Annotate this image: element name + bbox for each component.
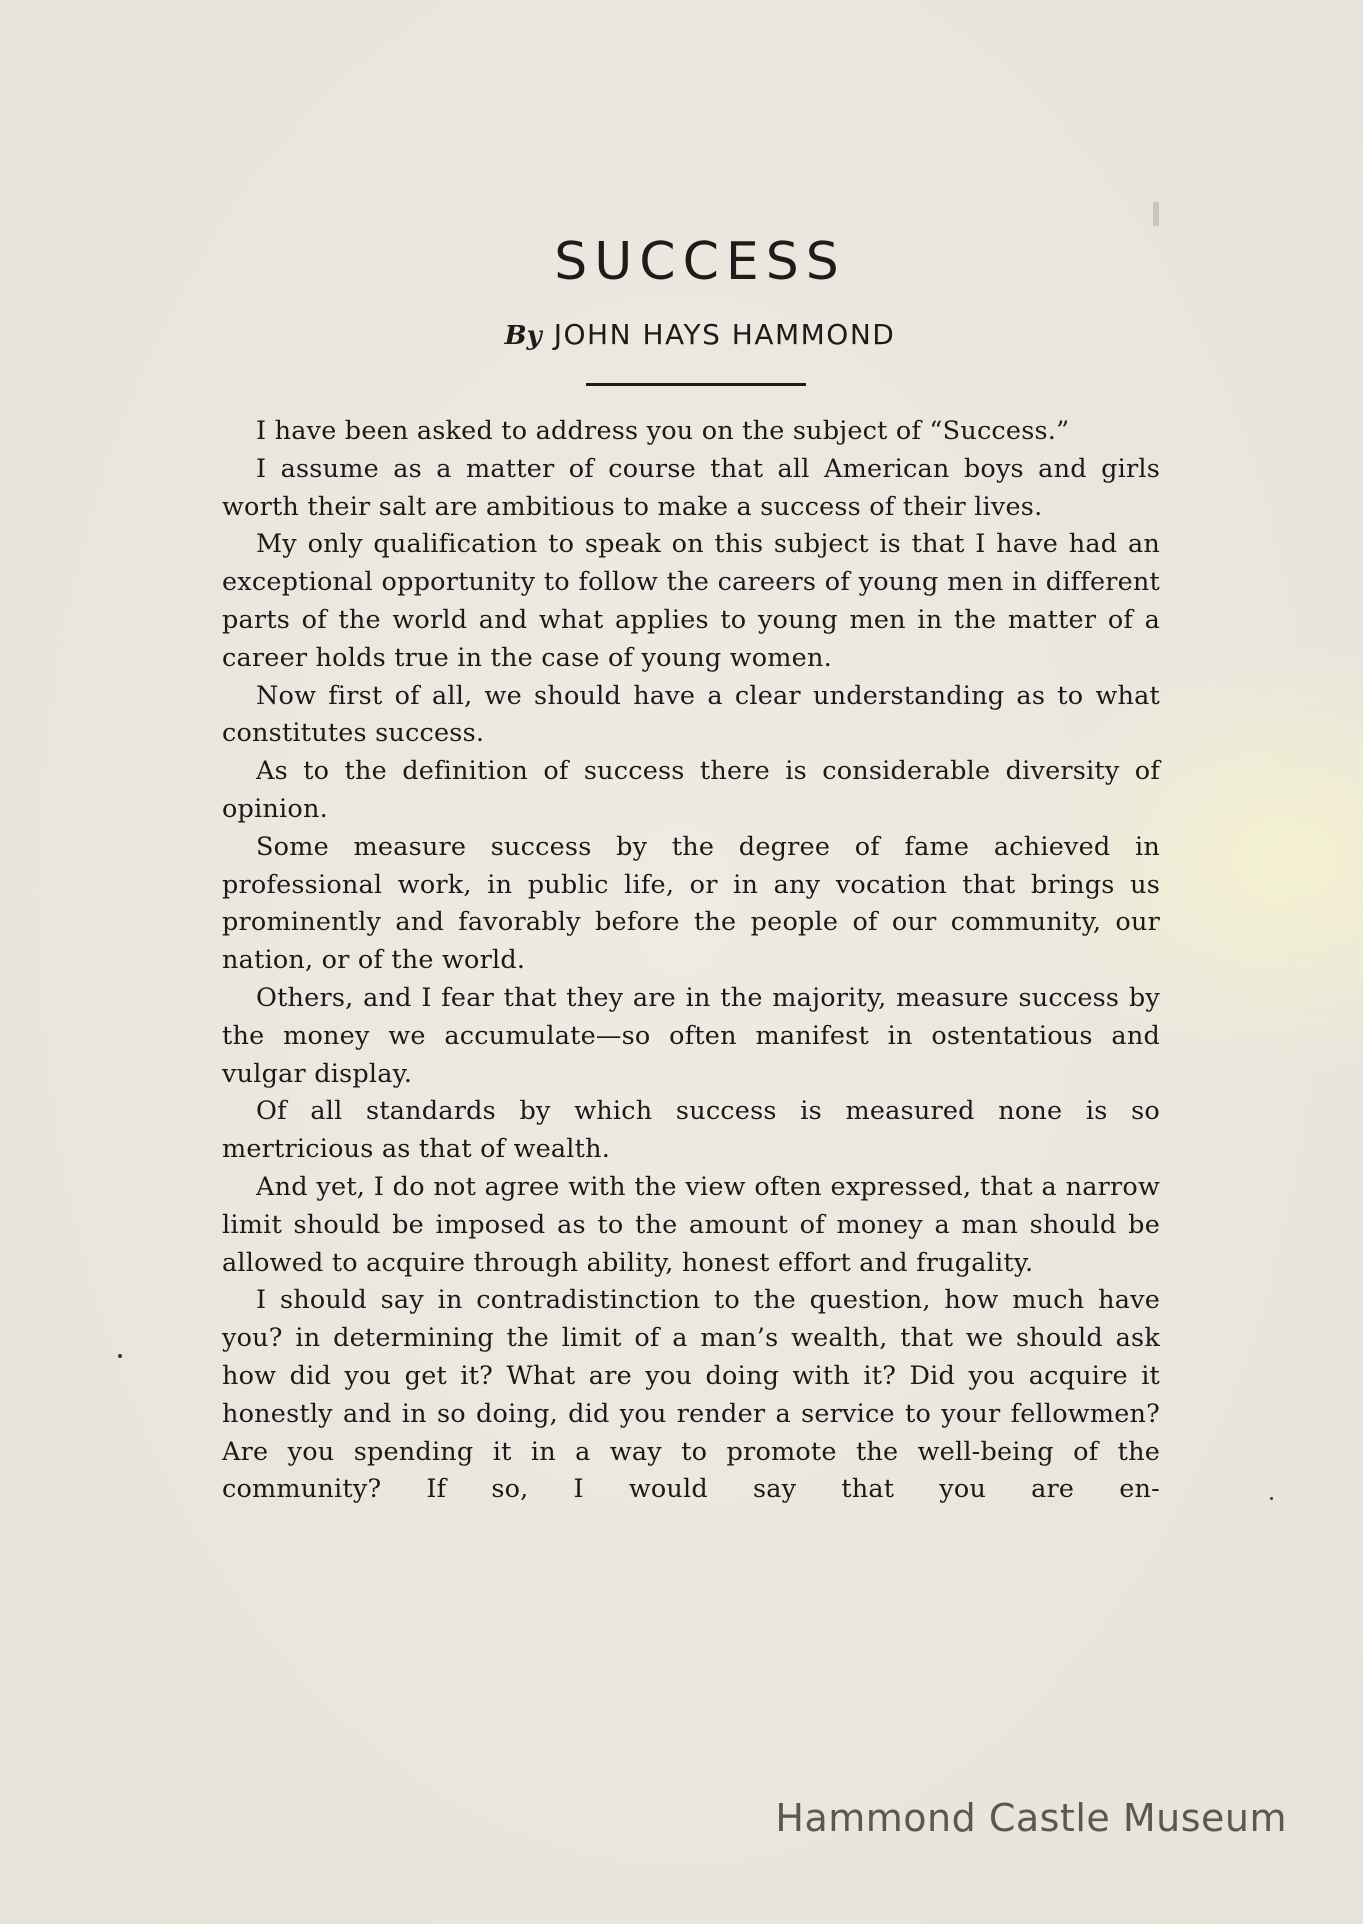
article-title: SUCCESS [554,232,846,292]
title-divider [586,383,806,386]
paragraph: I should say in contradistinction to the question, how much have you? in determining the limit of a man’s wealth, that we should ask how did you get it? What are you doing with it? Did you acquire it honestly and in so doing, did you render a service to your fellowmen? Are you spending it in a way to promote the well-being of the community? If so, I would say that you are en- [222,1285,1160,1505]
watermark: Hammond Castle Museum [775,1796,1287,1840]
paragraph: My only qualification to speak on this subject is that I have had an exceptional opportunity to follow the careers of young men in different parts of the world and what applies to young men in the matter of a career holds true in the case of young women. [222,529,1160,673]
paper-speck [1270,1497,1273,1500]
byline-prefix: By [504,321,542,351]
paragraph: I have been asked to address you on the subject of “Success.” [256,416,1070,446]
bleed-through-mark [1153,202,1159,226]
paragraph: And yet, I do not agree with the view often expressed, that a narrow limit should be imposed as to the amount of money a man should be allowed to acquire through ability, honest effort and frugality. [222,1171,1160,1278]
paper-speck [118,1354,122,1358]
paragraph: I assume as a matter of course that all American boys and girls worth their salt are ambitious to make a success of their lives. [222,453,1160,522]
author-name: JOHN HAYS HAMMOND [553,318,896,351]
paragraph: Now first of all, we should have a clear understanding as to what constitutes success. [222,680,1160,749]
paragraph: As to the definition of success there is considerable diversity of opinion. [222,756,1160,824]
paragraph: Of all standards by which success is measured none is so mertricious as that of wealth. [222,1096,1160,1165]
paragraph: Others, and I fear that they are in the majority, measure success by the money we accumulate—so often manifest in ostentatious and vulgar display. [222,982,1160,1089]
paragraph: Some measure success by the degree of fame achieved in professional work, in public life, or in any vocation that brings us prominently and favorably before the people of our community, our nation, or of the world. [222,831,1160,976]
byline [0,318,1363,351]
article-body [222,413,1160,1509]
